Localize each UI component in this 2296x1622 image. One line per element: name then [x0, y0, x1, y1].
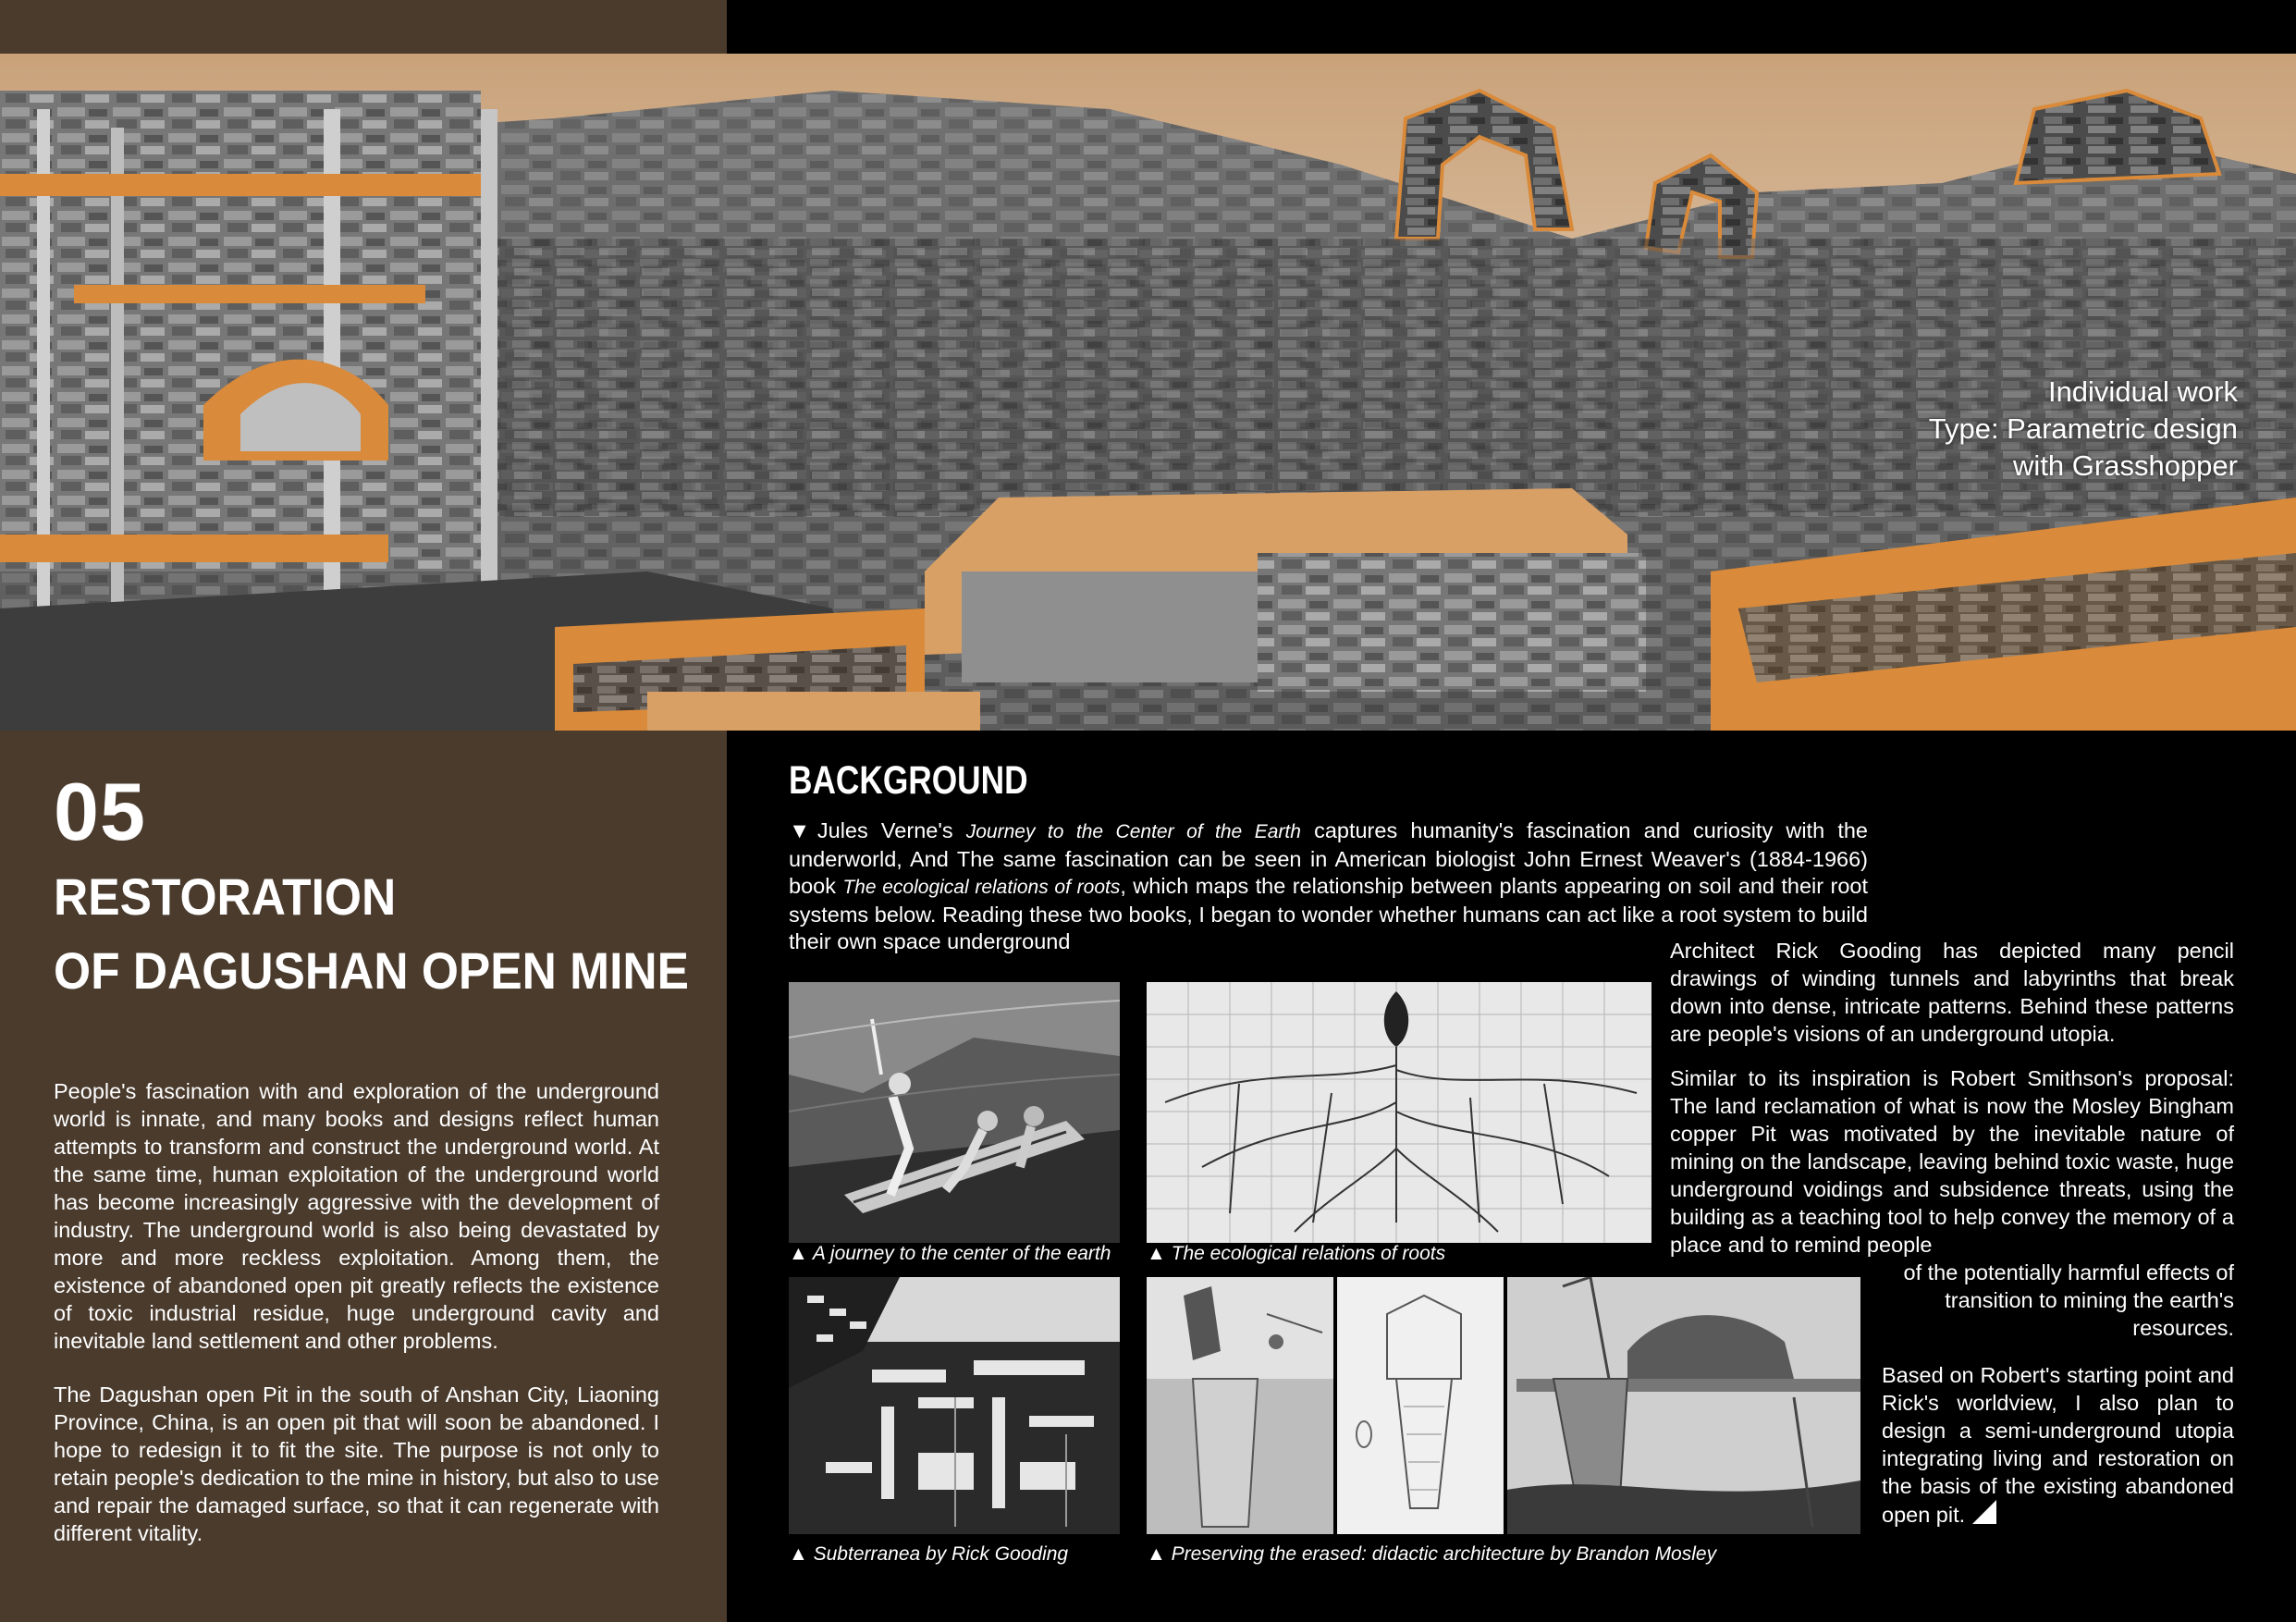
- book-title-weaver: The ecological relations of roots: [842, 877, 1121, 898]
- bg-p1-tail: , which maps the relationship between plants appearing on soil and their root systems below. Reading these two books, I began to wonder whether humans can act like a root system to build their own space underground: [789, 874, 1868, 953]
- bg-p4-text: Based on Robert's starting point and Rick's worldview, I also plan to design a semi-underground utopia integrating living and restoration on the basis of the existing abandoned open pit.: [1882, 1363, 2234, 1527]
- hero-caption-line-1: Individual work: [2047, 375, 2238, 408]
- figure-caption-journey: ▲ A journey to the center of the earth: [789, 1243, 1111, 1264]
- project-title: [54, 860, 689, 1008]
- section-heading: BACKGROUND: [789, 758, 1028, 803]
- project-title-line-2: OF DAGUSHAN OPEN MINE: [54, 941, 689, 1000]
- figure-subterranea: [789, 1277, 1120, 1534]
- project-title-line-1: RESTORATION: [54, 867, 397, 926]
- figure-caption-mosley: ▲ Preserving the erased: didactic architecture by Brandon Mosley: [1147, 1543, 1717, 1565]
- background-paragraph-4: [1882, 1361, 2234, 1529]
- intro-paragraph-1: People's fascination with and exploration of the underground world is innate, and many books and designs reflect human attempts to transform and construct the underground world. At the same time, human exploitation of the underground world has become increasingly aggressive with the development of industry. The underground world is also being devastated by more and more reckless exploitation. Among them, the existence of abandoned open pit greatly reflects the existence of toxic industrial residue, huge underground cavity and inevitable land settlement and other problems.: [54, 1079, 659, 1353]
- figure-journey-engraving: [789, 982, 1120, 1243]
- bg-p1-mid: captures humanity's fascination and curiosity with the underworld, And The same fascination can be seen in American biologist John Ernest Weaver's (1884-1966) book: [789, 818, 1868, 898]
- figure-caption-roots: ▲ The ecological relations of roots: [1147, 1243, 1446, 1264]
- project-number: 05: [54, 766, 146, 857]
- background-paragraph-3b: of the potentially harmful effects of transition to mining the earth's resources.: [1903, 1260, 2234, 1340]
- intro-paragraph-2: The Dagushan open Pit in the south of Anshan City, Liaoning Province, China, is an open pit that will soon be abandoned. I hope to redesign it to fit the site. The purpose is not only to retain people's dedication to the mine in history, but also to use and repair the damaged surface, so that it can regenerate with different vitality.: [54, 1382, 659, 1545]
- background-paragraph-1: [789, 817, 1868, 956]
- hero-caption-line-2: Type: Parametric design: [1928, 412, 2238, 445]
- figure-mosley-drawings: [1147, 1277, 1860, 1534]
- hero-rendering: [0, 54, 2296, 731]
- end-mark-icon: [1972, 1500, 1996, 1524]
- background-paragraph-3a: Similar to its inspiration is Robert Smithson's proposal: The land reclamation of what is now the Mosley Bingham copper Pit was motivated by the inevitable nature of mining on the landscape, leaving behind toxic waste, huge underground voidings and subsidence threats, using the building as a teaching tool to help convey the memory of a place and to remind people: [1670, 1066, 2234, 1257]
- book-title-verne: Journey to the Center of the Earth: [965, 821, 1301, 842]
- bg-p1-lead: ▼Jules Verne's: [789, 818, 966, 842]
- background-paragraph-2: Architect Rick Gooding has depicted many pencil drawings of winding tunnels and labyrinths that break down into dense, intricate patterns. Behind these patterns are people's visions of an underground utopia.: [1670, 939, 2234, 1046]
- hero-caption-line-3: with Grasshopper: [2013, 449, 2238, 482]
- figure-caption-subterranea: ▲ Subterranea by Rick Gooding: [789, 1543, 1069, 1565]
- figure-root-systems: [1147, 982, 1651, 1243]
